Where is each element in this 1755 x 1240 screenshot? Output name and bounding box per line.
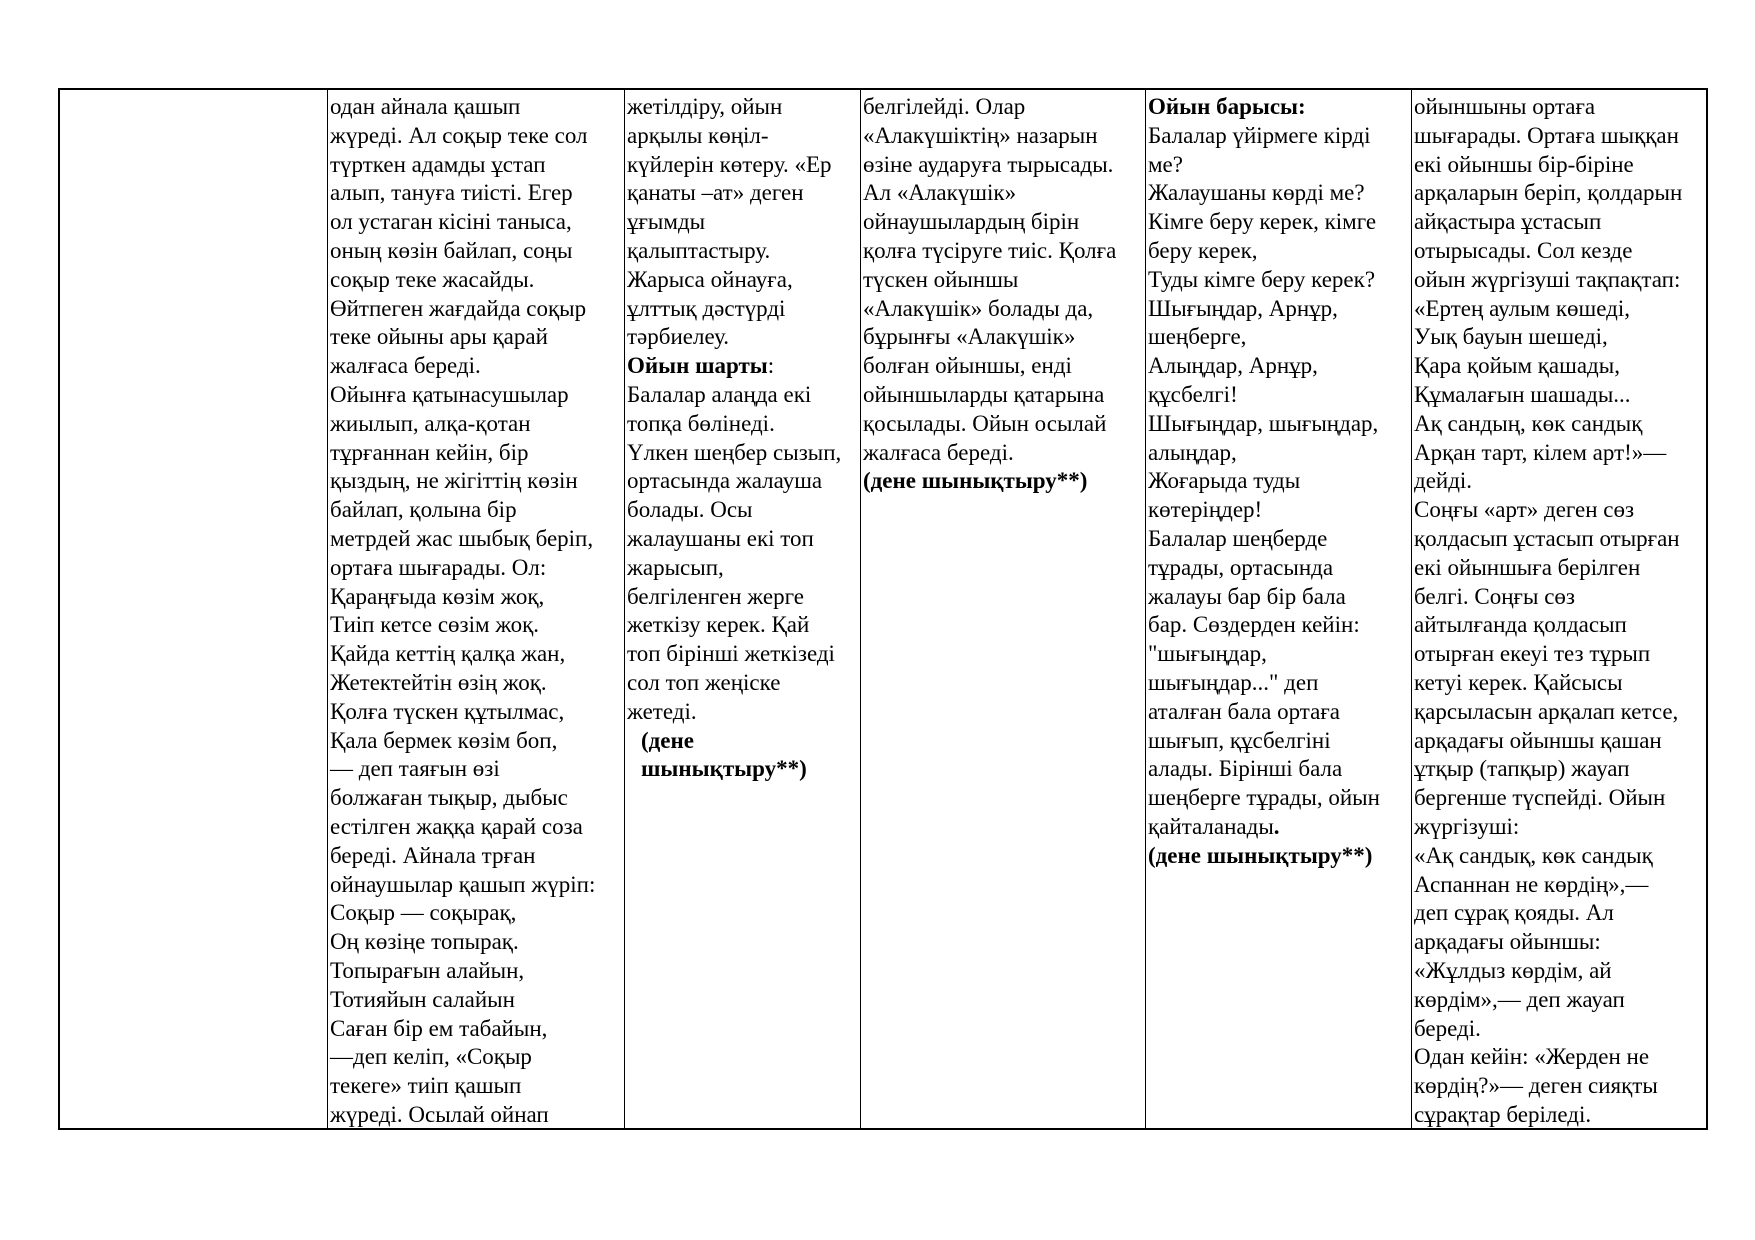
text-line [863, 151, 1145, 180]
text-line [330, 151, 624, 180]
text-line [330, 755, 624, 784]
text-line-content: кетуі керек. Қайсысы [1414, 669, 1623, 695]
text-line-content: күйлерін көтеру. «Ер [627, 151, 832, 177]
text-line [1414, 381, 1706, 410]
text-line-content: Балалар үйірмеге кірді [1148, 122, 1371, 148]
text-line-content: Жетектейтін өзің жоқ. [330, 669, 547, 695]
text-line [330, 496, 624, 525]
text-line [330, 1015, 624, 1044]
text-line-content: текеге» тиіп қашып [330, 1073, 522, 1099]
text-line [330, 899, 624, 928]
text-line-content: береді. [1414, 1015, 1481, 1041]
text-line [1414, 1101, 1706, 1128]
text-line [330, 1101, 624, 1128]
text-line-content: жүреді. Осылай ойнап [330, 1101, 549, 1127]
text-line-content: жүреді. Ал соқыр теке сол [330, 122, 588, 148]
text-line-content: топқа бөлінеді. [627, 410, 775, 436]
text-line-content: тұрады, ортасында [1148, 554, 1334, 580]
text-line-content: отырған екеуі тез тұрып [1414, 641, 1651, 667]
text-line [330, 525, 624, 554]
text-line [1414, 1043, 1706, 1072]
text-line [627, 381, 860, 410]
text-line [330, 611, 624, 640]
text-line-content: қанаты –ат» деген [627, 180, 804, 206]
text-line [1148, 410, 1411, 439]
text-line-content: байлап, қолына бір [330, 497, 517, 523]
text-line [1148, 669, 1411, 698]
text-line [330, 669, 624, 698]
text-line-content: қолға түсіруге тиіс. Қолға [863, 237, 1117, 263]
text-line-content: Балалар алаңда екі [627, 381, 812, 407]
text-line [1414, 957, 1706, 986]
text-line-content: теке ойыны ары қарай [330, 324, 548, 350]
text-line-content: ойыншыларды қатарына [863, 381, 1105, 407]
text-line-content: (дене шынықтыру**) [1148, 842, 1373, 868]
text-line [1414, 1015, 1706, 1044]
text-line-content: қосылады. Ойын осылай [863, 410, 1107, 436]
text-line [863, 208, 1145, 237]
text-line-content: Жалаушаны көрді ме? [1148, 180, 1365, 206]
table-column-6 [1412, 90, 1706, 1128]
text-line [330, 266, 624, 295]
text-line-content: болжаған тықыр, дыбыс [330, 785, 568, 811]
text-line-content: Ақ сандың, көк сандық [1414, 410, 1643, 436]
text-line-content: Уық бауын шешеді, [1414, 324, 1608, 350]
text-line [863, 122, 1145, 151]
text-line [863, 266, 1145, 295]
text-line [330, 784, 624, 813]
text-line-content: белгіленген жерге [627, 583, 804, 609]
text-line [1148, 179, 1411, 208]
text-line [627, 410, 860, 439]
text-line [1414, 323, 1706, 352]
text-line-content: Қала бермек көзім боп, [330, 727, 558, 753]
text-line [627, 266, 860, 295]
text-line-content: қалыптастыру. [627, 237, 771, 263]
text-line [1414, 784, 1706, 813]
text-line [1414, 899, 1706, 928]
text-line-content: тұрғаннан кейін, бір [330, 439, 529, 465]
text-line-content: жарысып, [627, 554, 724, 580]
text-line [330, 583, 624, 612]
text-line [1414, 842, 1706, 871]
text-line [627, 669, 860, 698]
text-line-content: Кімге беру керек, кімге [1148, 209, 1377, 235]
text-line [1414, 295, 1706, 324]
text-line [1414, 986, 1706, 1015]
text-line-content: ме? [1148, 151, 1183, 177]
text-line [1414, 122, 1706, 151]
table-column-1 [60, 90, 328, 1128]
text-line-content: естілген жаққа қарай соза [330, 813, 583, 839]
text-line [330, 237, 624, 266]
text-line-content: белгілейді. Олар [863, 94, 1026, 119]
text-line-content: шеңберге, [1148, 324, 1247, 350]
text-line-content: (дене [641, 727, 694, 753]
content-table [58, 88, 1708, 1130]
text-line [627, 698, 860, 727]
text-line [627, 727, 860, 756]
text-line-content: айтылғанда қолдасып [1414, 612, 1627, 638]
text-line [1414, 208, 1706, 237]
text-line [1148, 439, 1411, 468]
text-line-content: Құмалағын шашады... [1414, 381, 1631, 407]
text-line [627, 583, 860, 612]
text-line-content: метрдей жас шыбық беріп, [330, 525, 594, 551]
text-line [1148, 93, 1411, 122]
text-line-content: Ойын барысы: [1148, 94, 1306, 119]
text-line-content: Алыңдар, Арнұр, [1148, 353, 1318, 379]
text-line-content: Шығыңдар, шығыңдар, [1148, 410, 1379, 436]
text-line [330, 554, 624, 583]
text-line [863, 179, 1145, 208]
text-line [330, 467, 624, 496]
text-line-content: береді. Айнала трған [330, 842, 536, 868]
text-line [1148, 151, 1411, 180]
text-line [627, 611, 860, 640]
text-line [330, 1072, 624, 1101]
text-line-content: ұлттық дәстүрді [627, 295, 786, 321]
text-line-content: шеңберге тұрады, ойын [1148, 785, 1380, 811]
text-line-content: жалғаса береді. [863, 439, 1014, 465]
text-line [1148, 698, 1411, 727]
text-line [863, 467, 1145, 496]
text-line [1414, 410, 1706, 439]
text-line-content: Тотияйын салайын [330, 986, 515, 1012]
text-line-content: екі ойыншы бір-біріне [1414, 151, 1634, 177]
table-column-3 [625, 90, 861, 1128]
text-line-content: көрдің?»— деген сияқты [1414, 1073, 1658, 1099]
text-line-content: ортасында жалауша [627, 468, 823, 494]
text-line-content: отырысады. Сол кезде [1414, 237, 1633, 263]
text-line [1148, 467, 1411, 496]
text-line-content: арқадағы ойыншы: [1414, 929, 1601, 955]
text-line [1414, 151, 1706, 180]
text-line-content: алады. Бірінші бала [1148, 756, 1343, 782]
text-line [1148, 208, 1411, 237]
text-line [1148, 784, 1411, 813]
text-line-content: ойнаушылар қашып жүріп: [330, 871, 596, 897]
text-line-content: жалаушаны екі топ [627, 525, 814, 551]
text-line-content: Соқыр — соқырақ, [330, 900, 517, 926]
text-line [1148, 554, 1411, 583]
text-line-content: бергенше түспейді. Ойын [1414, 785, 1666, 811]
text-line [1148, 755, 1411, 784]
text-line-content: түскен ойыншы [863, 266, 1019, 292]
text-line-content: аталған бала ортаға [1148, 698, 1340, 724]
text-line-content: Соңғы «арт» деген сөз [1414, 497, 1635, 523]
text-line [1148, 237, 1411, 266]
text-line-content: жиылып, алқа-қотан [330, 410, 531, 436]
text-line [1414, 611, 1706, 640]
text-line-content: соқыр теке жасайды. [330, 266, 535, 292]
text-line-content: дейді. [1414, 468, 1473, 494]
text-line [1414, 439, 1706, 468]
text-line-content: арқадағы ойыншы қашан [1414, 727, 1662, 753]
text-line [1148, 525, 1411, 554]
text-line [627, 93, 860, 122]
text-line [863, 237, 1145, 266]
text-line [1414, 755, 1706, 784]
text-line [863, 352, 1145, 381]
text-line [1414, 1072, 1706, 1101]
text-line-content: топ бірінші жеткізеді [627, 641, 835, 667]
text-line-content: ойыншыны ортаға [1414, 94, 1596, 119]
text-line [1414, 640, 1706, 669]
text-line [330, 410, 624, 439]
text-line-content: қайталанады [1148, 813, 1274, 839]
text-line-content: ортаға шығарады. Ол: [330, 554, 547, 580]
text-line-content: ұғымды [627, 209, 706, 235]
text-line-content: жеткізу керек. Қай [627, 612, 810, 638]
text-line [627, 122, 860, 151]
text-line-content: Үлкен шеңбер сызып, [627, 439, 842, 465]
text-line-content: — деп таяғын өзі [330, 756, 500, 782]
text-line-content: «Алакүшіктің» назарын [863, 122, 1098, 148]
text-line [1148, 295, 1411, 324]
text-line-content: екі ойыншыға берілген [1414, 554, 1641, 580]
text-line [330, 1043, 624, 1072]
text-line [1148, 640, 1411, 669]
text-line [627, 640, 860, 669]
text-line [330, 640, 624, 669]
text-line [863, 295, 1145, 324]
text-line [1148, 496, 1411, 525]
text-line-content: жетілдіру, ойын [627, 94, 783, 119]
text-line-content: Қайда кеттің қалқа жан, [330, 641, 566, 667]
text-line-content: сол топ жеңіске [627, 669, 781, 695]
text-line-content: «Алакүшік» болады да, [863, 295, 1094, 321]
text-line [330, 698, 624, 727]
text-line [627, 323, 860, 352]
text-line-content: бар. Сөздерден кейін: [1148, 612, 1360, 638]
text-line-content: Аспаннан не көрдің»,— [1414, 871, 1649, 897]
text-line-content: оның көзін байлап, соңы [330, 237, 573, 263]
text-line-content: Ойын шарты [627, 353, 768, 379]
text-line-content: сұрақтар беріледі. [1414, 1101, 1592, 1127]
text-line-content: алыңдар, [1148, 439, 1237, 465]
text-line-content: Арқан тарт, кілем арт!»— [1414, 439, 1667, 465]
text-line-content: —деп келіп, «Соқыр [330, 1044, 532, 1070]
text-line [627, 151, 860, 180]
text-line [1148, 352, 1411, 381]
text-line-content: Жоғарыда туды [1148, 468, 1301, 494]
text-line-content: қарсыласын арқалап кетсе, [1414, 698, 1679, 724]
text-line [1414, 352, 1706, 381]
text-line [627, 295, 860, 324]
text-line [1414, 727, 1706, 756]
text-line-content: «Ертең аулым көшеді, [1414, 295, 1630, 321]
text-line-content: Туды кімге беру керек? [1148, 266, 1376, 292]
text-line [863, 439, 1145, 468]
text-line [1414, 698, 1706, 727]
text-line [1414, 496, 1706, 525]
text-line [627, 439, 860, 468]
text-line [1414, 813, 1706, 842]
text-line [1414, 554, 1706, 583]
text-line-content: айқастыра ұстасып [1414, 209, 1602, 235]
text-line-content: Одан кейін: «Жерден не [1414, 1044, 1650, 1070]
text-line-content: шығып, құсбелгіні [1148, 727, 1331, 753]
text-line-content: шығыңдар..." деп [1148, 669, 1319, 695]
text-line [330, 813, 624, 842]
text-line-content: Қолға түскен құтылмас, [330, 698, 565, 724]
text-line-content: көрдім»,— деп жауап [1414, 986, 1625, 1012]
text-line-content: жалауы бар бір бала [1148, 583, 1346, 609]
text-line [1414, 467, 1706, 496]
text-line-content: ойын жүргізуші тақпақтап: [1414, 266, 1681, 292]
text-line-content: бұрынғы «Алакүшік» [863, 324, 1076, 350]
text-line-content: алып, тануға тиісті. Егер [330, 180, 573, 206]
text-line [627, 554, 860, 583]
text-line-content: Топырағын алайын, [330, 957, 525, 983]
text-line-content: болады. Осы [627, 497, 753, 523]
text-line-content: Балалар шеңберде [1148, 525, 1328, 551]
text-line-content: Қара қойым қашады, [1414, 353, 1620, 379]
text-line-content: шынықтыру**) [641, 756, 807, 782]
text-line [1148, 266, 1411, 295]
text-line [330, 295, 624, 324]
text-line [627, 352, 860, 381]
text-line-content: беру керек, [1148, 237, 1258, 263]
text-line-content: ол устаган кісіні таныса, [330, 209, 572, 235]
text-line-content: (дене шынықтыру**) [863, 468, 1088, 494]
text-line [1148, 381, 1411, 410]
text-line [627, 237, 860, 266]
text-line [330, 381, 624, 410]
text-line-content: жалғаса береді. [330, 353, 481, 379]
text-line-content: Тиіп кетсе сөзім жоқ. [330, 612, 540, 638]
text-line [1414, 93, 1706, 122]
text-line-content: Саған бір ем табайын, [330, 1015, 548, 1041]
text-line [863, 381, 1145, 410]
text-line-content: Ойынға қатынасушылар [330, 381, 569, 407]
text-line [1148, 842, 1411, 871]
text-line-content: Шығыңдар, Арнұр, [1148, 295, 1338, 321]
text-line-content: ұтқыр (тапқыр) жауап [1414, 756, 1630, 782]
table-column-4 [861, 90, 1146, 1128]
text-line [330, 439, 624, 468]
text-line-content: Ал «Алакүшік» [863, 180, 1017, 206]
text-line-content: белгі. Соңғы сөз [1414, 583, 1575, 609]
text-line-content: болған ойыншы, енді [863, 353, 1072, 379]
text-line-content: Жарыса ойнауға, [627, 266, 793, 292]
text-line [1148, 813, 1411, 842]
text-line [330, 208, 624, 237]
text-line-suffix: . [1273, 813, 1280, 839]
text-line-content: Өйтпеген жағдайда соқыр [330, 295, 587, 321]
text-line-content: арқылы көңіл- [627, 122, 769, 148]
text-line [330, 352, 624, 381]
text-line [330, 957, 624, 986]
text-line [627, 496, 860, 525]
text-line-content: түрткен адамды ұстап [330, 151, 546, 177]
text-line-content: арқаларын беріп, қолдарын [1414, 180, 1683, 206]
text-line [627, 525, 860, 554]
text-line [330, 871, 624, 900]
text-line [1414, 583, 1706, 612]
text-line-content: көтеріңдер! [1148, 497, 1263, 523]
text-line [1148, 611, 1411, 640]
text-line-content: "шығыңдар, [1148, 641, 1267, 667]
text-line-content: тәрбиелеу. [627, 324, 730, 350]
text-line-content: «Ақ сандық, көк сандық [1414, 842, 1653, 868]
text-line [330, 93, 624, 122]
text-line [863, 323, 1145, 352]
text-line [627, 467, 860, 496]
text-line-content: жүргізуші: [1414, 813, 1520, 839]
text-line [1148, 122, 1411, 151]
text-line [1414, 928, 1706, 957]
text-line [1148, 583, 1411, 612]
text-line [1414, 179, 1706, 208]
text-line [1148, 323, 1411, 352]
text-line [1414, 525, 1706, 554]
text-line-content: Оң көзіңе топырақ. [330, 929, 519, 955]
text-line-content: деп сұрақ қояды. Ал [1414, 900, 1614, 926]
text-line [1414, 669, 1706, 698]
text-line-content: шығарады. Ортаға шыққан [1414, 122, 1679, 148]
text-line [627, 208, 860, 237]
text-line-content: «Жұлдыз көрдім, ай [1414, 957, 1612, 983]
table-column-5 [1146, 90, 1412, 1128]
text-line [330, 727, 624, 756]
text-line-content: қолдасып ұстасып отырған [1414, 525, 1680, 551]
text-line [863, 93, 1145, 122]
text-line-suffix: : [767, 353, 775, 379]
text-line-content: Қараңғыда көзім жоқ, [330, 583, 545, 609]
text-line [1414, 237, 1706, 266]
text-line-content: ойнаушылардың бірін [863, 209, 1080, 235]
text-line [627, 179, 860, 208]
text-line-content: жетеді. [627, 698, 697, 724]
text-line [330, 179, 624, 208]
text-line [330, 986, 624, 1015]
text-line-content: қыздың, не жігіттің көзін [330, 468, 578, 494]
text-line [330, 122, 624, 151]
text-line-content: құсбелгі! [1148, 381, 1238, 407]
text-line [1414, 871, 1706, 900]
text-line [1148, 727, 1411, 756]
text-line [627, 755, 860, 784]
table-column-2 [328, 90, 625, 1128]
text-line-content: өзіне аударуға тырысады. [863, 151, 1114, 177]
text-line [330, 323, 624, 352]
text-line [330, 842, 624, 871]
text-line [863, 410, 1145, 439]
text-line [330, 928, 624, 957]
text-line-content: одан айнала қашып [330, 94, 521, 119]
text-line [1414, 266, 1706, 295]
